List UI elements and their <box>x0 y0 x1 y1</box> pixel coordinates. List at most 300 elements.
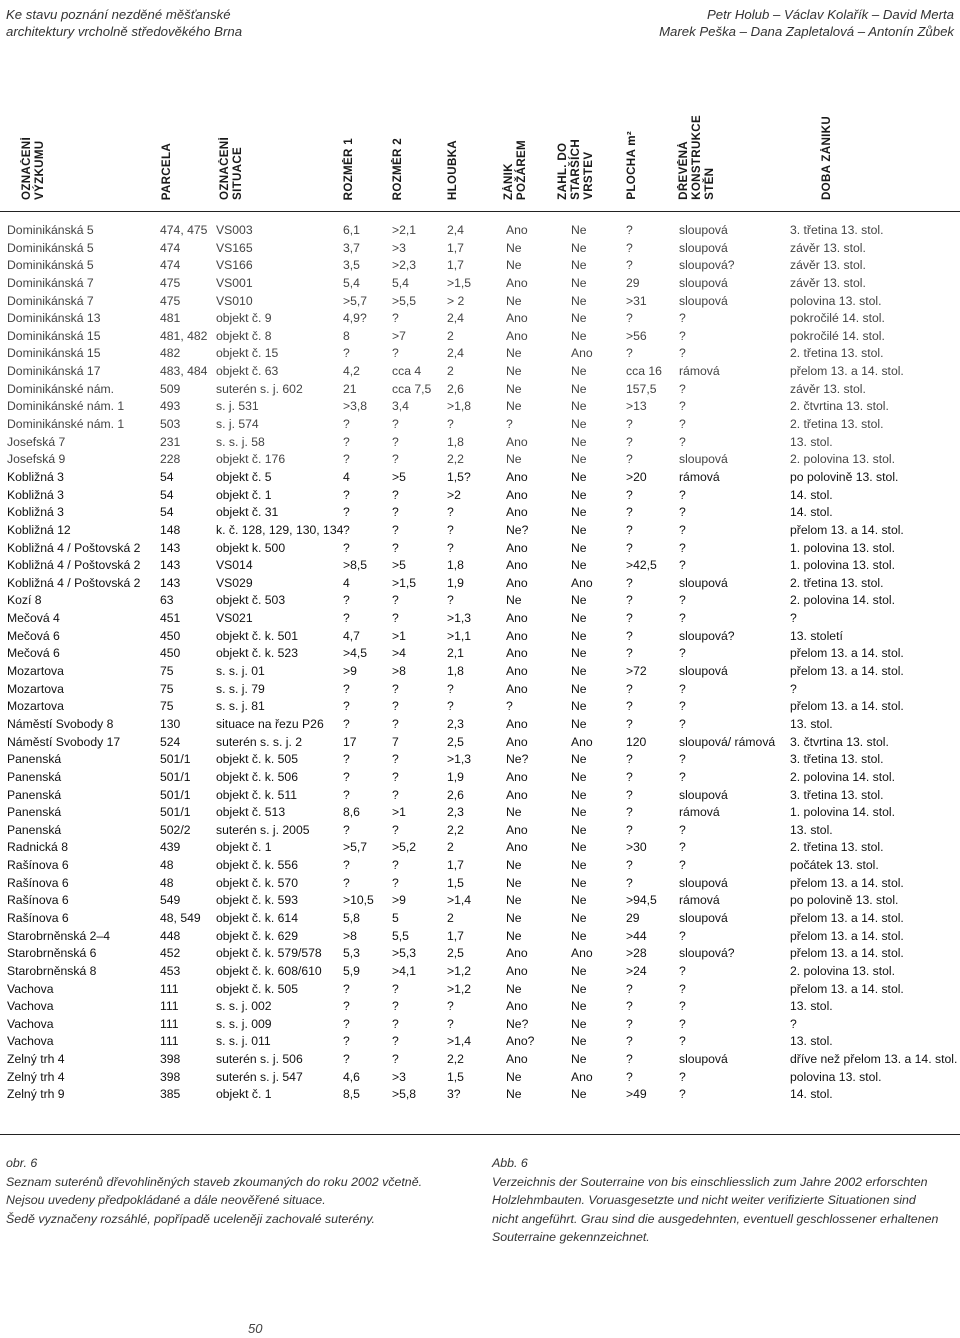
cell-col-size1: >5,7 <box>343 293 368 308</box>
cell-col-wall-structure: sloupová/ rámová <box>679 734 776 749</box>
caption-label: obr. 6 <box>6 1156 38 1170</box>
cell-col-size2: >4 <box>392 646 406 661</box>
table-bottom-rule <box>0 1134 960 1135</box>
cell-col-wall-structure: ? <box>679 646 686 661</box>
cell-col-fire: Ano <box>506 611 528 626</box>
cell-col-demise: 13. stol. <box>790 999 833 1014</box>
cell-col-size1: >9 <box>343 664 357 679</box>
cell-col-wall-structure: ? <box>679 752 686 767</box>
running-header-left <box>6 6 242 40</box>
cell-col-depth: >1,8 <box>447 399 472 414</box>
cell-col-fire: Ne <box>506 364 522 379</box>
cell-col-depth: >1,3 <box>447 752 472 767</box>
cell-col-size2: ? <box>392 311 399 326</box>
cell-col-parcel: 143 <box>160 575 181 590</box>
table-row <box>0 557 960 575</box>
cell-col-size1: 4 <box>343 575 350 590</box>
cell-col-area: ? <box>626 699 633 714</box>
cell-col-size1: 4,6 <box>343 1069 360 1084</box>
cell-col-buried: Ne <box>571 487 587 502</box>
table-row <box>0 628 960 646</box>
cell-col-wall-structure: sloupová <box>679 240 728 255</box>
cell-col-demise: 1. polovina 13. stol. <box>790 558 896 573</box>
cell-col-size2: ? <box>392 752 399 767</box>
cell-col-parcel: 398 <box>160 1052 181 1067</box>
cell-col-situation: s. s. j. 002 <box>216 999 272 1014</box>
cell-col-size1: ? <box>343 716 350 731</box>
cell-col-fire: Ano <box>506 434 528 449</box>
cell-col-area: ? <box>626 522 633 537</box>
cell-col-situation: s. j. 531 <box>216 399 259 414</box>
cell-col-demise: 1. polovina 14. stol. <box>790 805 896 820</box>
cell-col-depth: 2,6 <box>447 381 464 396</box>
cell-col-fire: Ne? <box>506 752 529 767</box>
cell-col-area: ? <box>626 1016 633 1031</box>
cell-col-area: >49 <box>626 1087 647 1102</box>
cell-col-parcel: 493 <box>160 399 181 414</box>
cell-col-survey: Dominikánská 15 <box>7 346 101 361</box>
cell-col-buried: Ano <box>571 575 593 590</box>
table-row <box>0 310 960 328</box>
page-number: 50 <box>248 1321 263 1336</box>
cell-col-situation: VS010 <box>216 293 253 308</box>
cell-col-buried: Ne <box>571 364 587 379</box>
cell-col-buried: Ne <box>571 611 587 626</box>
cell-col-demise: pokročilé 14. stol. <box>790 311 885 326</box>
table-row <box>0 663 960 681</box>
cell-col-survey: Rašínova 6 <box>7 875 69 890</box>
cell-col-survey: Mozartova <box>7 681 64 696</box>
column-header-col-wall-structure <box>677 115 716 200</box>
table-row <box>0 345 960 363</box>
cell-col-parcel: 448 <box>160 928 181 943</box>
cell-col-wall-structure: rámová <box>679 805 720 820</box>
cell-col-area: ? <box>626 434 633 449</box>
cell-col-size1: ? <box>343 1034 350 1049</box>
cell-col-buried: Ne <box>571 981 587 996</box>
cell-col-wall-structure: ? <box>679 1034 686 1049</box>
cell-col-demise: dříve než přelom 13. a 14. stol. <box>790 1052 958 1067</box>
cell-col-size2: cca 4 <box>392 364 422 379</box>
column-header-col-parcel <box>160 143 173 200</box>
cell-col-depth: 2,4 <box>447 311 464 326</box>
cell-col-parcel: 63 <box>160 593 174 608</box>
cell-col-depth: 2,4 <box>447 346 464 361</box>
cell-col-size2: ? <box>392 522 399 537</box>
cell-col-wall-structure: ? <box>679 417 686 432</box>
table-row <box>0 293 960 311</box>
header-left-line1: Ke stavu poznání nezděné měšťanské <box>6 7 231 22</box>
cell-col-size1: ? <box>343 875 350 890</box>
cell-col-depth: ? <box>447 417 454 432</box>
cell-col-situation: suterén s. j. 2005 <box>216 822 310 837</box>
cell-col-buried: Ne <box>571 628 587 643</box>
column-header-line: ROZMĚR 1 <box>342 137 355 200</box>
cell-col-survey: Dominikánská 13 <box>7 311 101 326</box>
cell-col-parcel: 501/1 <box>160 752 191 767</box>
cell-col-depth: ? <box>447 540 454 555</box>
cell-col-size1: 5,8 <box>343 910 360 925</box>
cell-col-size1: ? <box>343 681 350 696</box>
cell-col-survey: Náměstí Svobody 8 <box>7 716 114 731</box>
caption-line: nicht angeführt. Grau sind die ausgedehnten, eventuell geschlossener erhaltenen <box>492 1211 939 1226</box>
cell-col-size2: ? <box>392 999 399 1014</box>
cell-col-fire: Ne? <box>506 1016 529 1031</box>
cell-col-fire: Ano <box>506 487 528 502</box>
cell-col-parcel: 475 <box>160 275 181 290</box>
cell-col-size1: >8 <box>343 928 357 943</box>
cell-col-size1: ? <box>343 417 350 432</box>
table-row <box>0 963 960 981</box>
column-header-line: ZAHL. DO <box>556 142 569 200</box>
cell-col-size2: ? <box>392 487 399 502</box>
table-column-headers <box>0 96 960 206</box>
cell-col-size2: >5 <box>392 558 406 573</box>
column-header-line: PARCELA <box>160 142 173 200</box>
cell-col-depth: >1,4 <box>447 893 472 908</box>
cell-col-buried: Ne <box>571 434 587 449</box>
cell-col-parcel: 48 <box>160 875 174 890</box>
cell-col-size2: >8 <box>392 664 406 679</box>
cell-col-size2: >7 <box>392 328 406 343</box>
cell-col-size1: 17 <box>343 734 357 749</box>
cell-col-depth: >1,5 <box>447 275 472 290</box>
cell-col-depth: 2,3 <box>447 716 464 731</box>
caption-czech <box>6 1154 426 1228</box>
cell-col-area: >56 <box>626 328 647 343</box>
cell-col-survey: Dominikánská 15 <box>7 328 101 343</box>
cell-col-area: ? <box>626 999 633 1014</box>
cell-col-fire: Ano <box>506 558 528 573</box>
cell-col-wall-structure: ? <box>679 328 686 343</box>
cell-col-situation: objekt č. k. 579/578 <box>216 946 322 961</box>
cell-col-size1: 5,4 <box>343 275 360 290</box>
cell-col-fire: Ano <box>506 328 528 343</box>
cell-col-size2: ? <box>392 593 399 608</box>
column-header-line: ZÁNIK <box>502 163 515 200</box>
table-row <box>0 469 960 487</box>
column-header-line: OZNAČENÍ <box>20 137 33 200</box>
cell-col-fire: Ano <box>506 963 528 978</box>
cell-col-size2: ? <box>392 417 399 432</box>
table-row <box>0 381 960 399</box>
cell-col-area: ? <box>626 593 633 608</box>
cell-col-fire: Ano <box>506 822 528 837</box>
cell-col-fire: Ne <box>506 1087 522 1102</box>
cell-col-demise: 2. třetina 13. stol. <box>790 346 884 361</box>
column-header-line: ROZMĚR 2 <box>391 137 404 200</box>
cell-col-depth: ? <box>447 699 454 714</box>
cell-col-wall-structure: sloupová? <box>679 946 735 961</box>
cell-col-wall-structure: ? <box>679 593 686 608</box>
cell-col-demise: 2. polovina 13. stol. <box>790 452 896 467</box>
cell-col-situation: s. s. j. 011 <box>216 1034 271 1049</box>
cell-col-size1: ? <box>343 434 350 449</box>
cell-col-size2: ? <box>392 346 399 361</box>
cell-col-fire: Ano <box>506 840 528 855</box>
cell-col-size2: >5,2 <box>392 840 417 855</box>
cell-col-parcel: 54 <box>160 469 174 484</box>
cell-col-size1: ? <box>343 522 350 537</box>
cell-col-area: ? <box>626 858 633 873</box>
cell-col-buried: Ne <box>571 822 587 837</box>
caption-line: Souterraine gekennzeichnet. <box>492 1230 650 1244</box>
cell-col-depth: > 2 <box>447 293 465 308</box>
column-header-line: SITUACE <box>231 147 244 200</box>
cell-col-situation: s. s. j. 79 <box>216 681 265 696</box>
cell-col-demise: 2. třetina 13. stol. <box>790 417 884 432</box>
cell-col-parcel: 483, 484 <box>160 364 208 379</box>
cell-col-wall-structure: sloupová <box>679 875 728 890</box>
cell-col-parcel: 385 <box>160 1087 181 1102</box>
cell-col-buried: Ne <box>571 293 587 308</box>
cell-col-size1: 3,7 <box>343 240 360 255</box>
cell-col-parcel: 501/1 <box>160 787 191 802</box>
cell-col-parcel: 228 <box>160 452 181 467</box>
cell-col-size1: ? <box>343 452 350 467</box>
column-header-line: OZNAČENÍ <box>218 137 231 200</box>
cell-col-buried: Ne <box>571 646 587 661</box>
cell-col-situation: objekt č. 9 <box>216 311 272 326</box>
cell-col-size2: ? <box>392 699 399 714</box>
cell-col-survey: Starobrněnská 6 <box>7 946 97 961</box>
cell-col-wall-structure: ? <box>679 999 686 1014</box>
cell-col-fire: ? <box>506 699 513 714</box>
cell-col-size1: ? <box>343 787 350 802</box>
cell-col-buried: Ne <box>571 522 587 537</box>
header-right-line2: Marek Peška – Dana Zapletalová – Antonín Zůbek <box>659 24 954 39</box>
cell-col-depth: >1,2 <box>447 963 472 978</box>
cell-col-survey: Panenská <box>7 769 62 784</box>
cell-col-size2: ? <box>392 875 399 890</box>
cell-col-wall-structure: sloupová <box>679 223 728 237</box>
cell-col-demise: polovina 13. stol. <box>790 1069 882 1084</box>
cell-col-survey: Dominikánská 7 <box>7 293 94 308</box>
cell-col-survey: Josefská 9 <box>7 452 66 467</box>
cell-col-survey: Vachova <box>7 981 54 996</box>
cell-col-fire: Ne <box>506 593 522 608</box>
cell-col-fire: Ano <box>506 681 528 696</box>
cell-col-survey: Kobližná 3 <box>7 487 64 502</box>
cell-col-parcel: 549 <box>160 893 181 908</box>
cell-col-size2: ? <box>392 787 399 802</box>
cell-col-parcel: 481 <box>160 311 181 326</box>
cell-col-buried: Ne <box>571 540 587 555</box>
table-row <box>0 540 960 558</box>
cell-col-size1: ? <box>343 699 350 714</box>
cell-col-area: >24 <box>626 963 647 978</box>
cell-col-depth: ? <box>447 1016 454 1031</box>
cell-col-situation: objekt č. k. 523 <box>216 646 298 661</box>
cell-col-parcel: 501/1 <box>160 805 191 820</box>
cell-col-fire: Ano <box>506 769 528 784</box>
cell-col-survey: Rašínova 6 <box>7 910 69 925</box>
cell-col-area: 29 <box>626 275 640 290</box>
cell-col-situation: objekt č. k. 608/610 <box>216 963 322 978</box>
cell-col-demise: po polovině 13. stol. <box>790 469 899 484</box>
table-row <box>0 681 960 699</box>
column-header-col-situation <box>218 137 244 200</box>
cell-col-depth: 1,7 <box>447 858 464 873</box>
cell-col-situation: suterén s. s. j. 2 <box>216 734 303 749</box>
cell-col-fire: Ne? <box>506 522 529 537</box>
table-row <box>0 787 960 805</box>
cell-col-size2: >1,5 <box>392 575 417 590</box>
cell-col-demise: závěr 13. stol. <box>790 381 866 396</box>
cell-col-wall-structure: ? <box>679 522 686 537</box>
cell-col-situation: objekt č. k. 556 <box>216 858 298 873</box>
cell-col-situation: VS029 <box>216 575 253 590</box>
cell-col-demise: 13. stol. <box>790 822 833 837</box>
cell-col-size1: ? <box>343 1052 350 1067</box>
cell-col-survey: Dominikánská 5 <box>7 258 94 273</box>
cell-col-survey: Mozartova <box>7 664 64 679</box>
cell-col-size2: >1 <box>392 628 406 643</box>
cell-col-demise: 3. třetina 13. stol. <box>790 787 884 802</box>
cell-col-size1: >4,5 <box>343 646 368 661</box>
cell-col-parcel: 111 <box>160 999 179 1014</box>
table-row <box>0 275 960 293</box>
cell-col-depth: 1,5? <box>447 469 471 484</box>
cell-col-wall-structure: sloupová? <box>679 258 735 273</box>
cell-col-size2: 5,4 <box>392 275 409 290</box>
cell-col-situation: objekt č. 503 <box>216 593 286 608</box>
table-row <box>0 892 960 910</box>
cell-col-area: >31 <box>626 293 647 308</box>
cell-col-buried: Ne <box>571 1034 587 1049</box>
cell-col-buried: Ne <box>571 664 587 679</box>
cell-col-survey: Rašínova 6 <box>7 893 69 908</box>
cell-col-fire: Ne <box>506 805 522 820</box>
cell-col-size1: 4,2 <box>343 364 360 379</box>
cell-col-survey: Kobližná 4 / Poštovská 2 <box>7 575 141 590</box>
cell-col-size2: >5,8 <box>392 1087 417 1102</box>
cell-col-demise: 14. stol. <box>790 487 833 502</box>
cell-col-area: 157,5 <box>626 381 657 396</box>
cell-col-depth: >1,2 <box>447 981 472 996</box>
column-header-line: STĚN <box>703 167 716 200</box>
column-header-col-area <box>625 131 638 200</box>
cell-col-size1: >8,5 <box>343 558 368 573</box>
cell-col-parcel: 143 <box>160 558 181 573</box>
cell-col-fire: Ne <box>506 981 522 996</box>
cell-col-fire: Ano <box>506 311 528 326</box>
table-row <box>0 698 960 716</box>
cell-col-area: ? <box>626 417 633 432</box>
cell-col-size2: ? <box>392 1052 399 1067</box>
cell-col-wall-structure: sloupová <box>679 664 728 679</box>
cell-col-size1: ? <box>343 822 350 837</box>
cell-col-fire: Ano <box>506 999 528 1014</box>
cell-col-survey: Kozí 8 <box>7 593 42 608</box>
cell-col-size1: ? <box>343 593 350 608</box>
cell-col-wall-structure: ? <box>679 611 686 626</box>
cell-col-size2: ? <box>392 611 399 626</box>
cell-col-wall-structure: ? <box>679 1069 686 1084</box>
cell-col-area: ? <box>626 540 633 555</box>
cell-col-wall-structure: ? <box>679 858 686 873</box>
cell-col-area: >94,5 <box>626 893 657 908</box>
cell-col-size2: ? <box>392 505 399 520</box>
table-body <box>0 222 960 1104</box>
cell-col-wall-structure: ? <box>679 681 686 696</box>
cell-col-demise: ? <box>790 681 797 696</box>
cell-col-depth: >1,4 <box>447 1034 472 1049</box>
cell-col-area: ? <box>626 981 633 996</box>
cell-col-fire: Ne <box>506 293 522 308</box>
table-row <box>0 257 960 275</box>
cell-col-buried: Ne <box>571 716 587 731</box>
table-row <box>0 928 960 946</box>
cell-col-size1: 8,6 <box>343 805 360 820</box>
table-row <box>0 945 960 963</box>
cell-col-area: >42,5 <box>626 558 657 573</box>
cell-col-survey: Dominikánské nám. <box>7 381 115 396</box>
cell-col-area: ? <box>626 1034 633 1049</box>
cell-col-depth: 2,4 <box>447 223 464 237</box>
cell-col-survey: Starobrněnská 2–4 <box>7 928 110 943</box>
cell-col-parcel: 474, 475 <box>160 223 208 237</box>
table-row <box>0 592 960 610</box>
cell-col-situation: k. č. 128, 129, 130, 134 <box>216 522 344 537</box>
cell-col-size2: >3 <box>392 1069 406 1084</box>
cell-col-depth: 2,2 <box>447 822 464 837</box>
cell-col-survey: Dominikánská 5 <box>7 240 94 255</box>
cell-col-buried: Ne <box>571 593 587 608</box>
cell-col-area: >72 <box>626 664 647 679</box>
table-row <box>0 981 960 999</box>
cell-col-demise: 3. třetina 13. stol. <box>790 223 884 237</box>
cell-col-survey: Dominikánská 7 <box>7 275 94 290</box>
cell-col-parcel: 524 <box>160 734 181 749</box>
cell-col-buried: Ano <box>571 734 593 749</box>
cell-col-situation: objekt č. 1 <box>216 1087 272 1102</box>
cell-col-parcel: 453 <box>160 963 181 978</box>
cell-col-size1: 4,9? <box>343 311 367 326</box>
column-header-line: KONSTRUKCE <box>690 115 703 200</box>
cell-col-situation: s. s. j. 009 <box>216 1016 272 1031</box>
cell-col-demise: 13. stol. <box>790 1034 833 1049</box>
cell-col-size1: ? <box>343 611 350 626</box>
cell-col-situation: objekt č. 5 <box>216 469 272 484</box>
cell-col-area: ? <box>626 258 633 273</box>
cell-col-demise: 13. stol. <box>790 434 833 449</box>
column-header-line: DŘEVĚNÁ <box>677 141 690 200</box>
table-row <box>0 645 960 663</box>
cell-col-size2: ? <box>392 540 399 555</box>
table-row <box>0 804 960 822</box>
cell-col-buried: Ne <box>571 805 587 820</box>
cell-col-fire: Ne <box>506 399 522 414</box>
cell-col-buried: Ne <box>571 787 587 802</box>
cell-col-situation: objekt č. k. 501 <box>216 628 298 643</box>
cell-col-demise: ? <box>790 1016 797 1031</box>
cell-col-wall-structure: sloupová <box>679 575 728 590</box>
cell-col-situation: s. s. j. 58 <box>216 434 265 449</box>
cell-col-size2: >2,3 <box>392 258 417 273</box>
cell-col-parcel: 451 <box>160 611 181 626</box>
cell-col-parcel: 474 <box>160 240 181 255</box>
table-row <box>0 434 960 452</box>
cell-col-fire: Ano <box>506 469 528 484</box>
cell-col-wall-structure: ? <box>679 769 686 784</box>
cell-col-depth: 2,2 <box>447 1052 464 1067</box>
cell-col-survey: Starobrněnská 8 <box>7 963 97 978</box>
cell-col-size1: ? <box>343 752 350 767</box>
cell-col-size1: ? <box>343 999 350 1014</box>
cell-col-situation: objekt č. 1 <box>216 840 272 855</box>
cell-col-situation: situace na řezu P26 <box>216 716 324 731</box>
